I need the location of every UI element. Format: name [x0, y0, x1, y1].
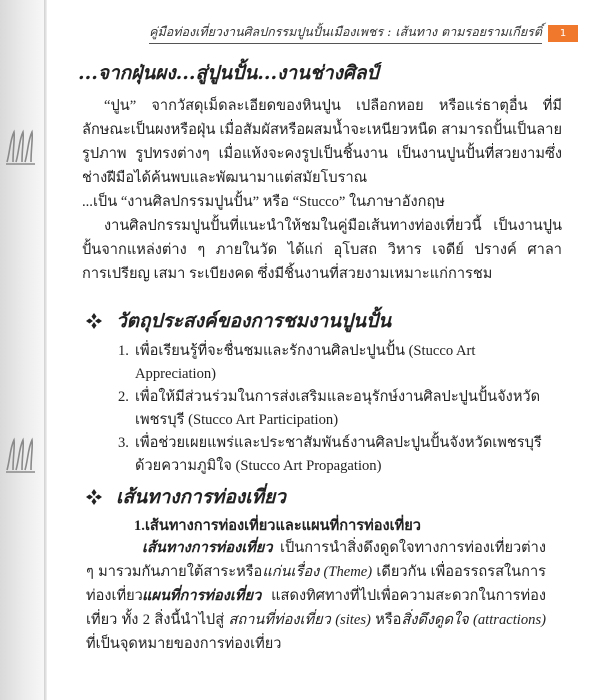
- scroll-ornament-icon: [4, 122, 38, 170]
- intro-section: [78, 58, 562, 286]
- term-map: แผนที่การท่องเที่ยว: [142, 588, 262, 604]
- intro-paragraph-3: งานศิลปกรรมปูนปั้นที่แนะนำให้ชมในคู่มือเส้นทางท่องเที่ยวนี้ เป็นงานปูนปั้นจากแหล่งต่าง ๆ ภายในวัด ได้แก่ อุโบสถ วิหาร เจดีย์ ปรางค์ ศาลาการเปรียญ เสมา ระเบียงคด ซึ่งมีชิ้นงานที่สวยงามเหมาะแก่การชม: [82, 218, 562, 282]
- intro-paragraph-2: ...เป็น “งานศิลปกรรมปูนปั้น” หรือ “Stucco” ในภาษาอังกฤษ: [82, 194, 445, 210]
- intro-title: ...จากฝุ่นผง...สู่ปูนปั้น...งานช่างศิลป์: [78, 62, 379, 84]
- routes-p2-text-c: ที่เป็นจุดหมายของการท่องเที่ยว: [86, 636, 282, 652]
- term-routes: เส้นทางการท่องเที่ยว: [142, 540, 273, 556]
- gutter-edge: [44, 0, 47, 700]
- routes-subheading: 1.เส้นทางการท่องเที่ยวและแผนที่การท่องเที่ยว: [134, 518, 421, 534]
- routes-heading: เส้นทางการท่องเที่ยว: [116, 486, 286, 508]
- list-item: [118, 432, 558, 478]
- routes-p1-text-a: เป็นการนำสิ่งดึงดูดใจทางการท่องเที่ยวต่าง ๆ มารวมกันภายใต้สาระหรือ: [86, 540, 546, 580]
- binding-gutter: [0, 0, 44, 700]
- routes-p2-text-b: หรือ: [370, 612, 402, 628]
- theme-term: แก่นเรื่อง (Theme): [262, 564, 373, 580]
- header-title: คู่มือท่องเที่ยวงานศิลปกรรมปูนปั้นเมืองเพชร : เส้นทาง ตามรอยรามเกียรติ์: [149, 22, 542, 44]
- list-item: [118, 340, 558, 386]
- list-item-text: เพื่อเรียนรู้ที่จะชื่นชมและรักงานศิลปะปูนปั้น (Stucco Art Appreciation): [135, 343, 476, 382]
- objectives-list: [118, 340, 558, 478]
- routes-paragraph-2: [86, 584, 546, 656]
- four-diamond-bullet-icon: [86, 313, 102, 329]
- attractions-term: สิ่งดึงดูดใจ (attractions): [401, 612, 546, 628]
- page-number-badge: 1: [548, 25, 578, 42]
- intro-paragraph-1: “ปูน” จากวัสดุเม็ดละเอียดของหินปูน เปลือกหอย หรือแร่ธาตุอื่น ที่มีลักษณะเป็นผงหรือฝุ่น เมื่อสัมผัสหรือผสมน้ำจะเหนียวหนืด สามารถปั้นเป็นลาย รูปภาพ รูปทรงต่างๆ เมื่อแห้งจะคงรูปเป็นชิ้นงาน เป็นงานปูนปั้นที่สวยงามซึ่งช่างฝีมือได้ค้นพบและพัฒนามาแต่สมัยโบราณ: [82, 98, 562, 186]
- objectives-heading-row: [86, 306, 391, 336]
- routes-heading-row: [86, 482, 286, 512]
- list-item: [118, 386, 558, 432]
- list-item-number: 1.: [118, 343, 129, 359]
- routes-p2-text-a: แสดงทิศทางที่ไปเพื่อความสะดวกในการท่องเที่ยว ทั้ง 2 สิ่งนี้นำไปสู่: [86, 588, 546, 628]
- sites-term: สถานที่ท่องเที่ยว (sites): [228, 612, 371, 628]
- list-item-text: เพื่อให้มีส่วนร่วมในการส่งเสริมและอนุรักษ์งานศิลปะปูนปั้นจังหวัดเพชรบุรี (Stucco Art Participation): [135, 389, 541, 428]
- routes-p1-text-b: เดียวกัน เพื่ออรรถรสในการท่องเที่ยว: [86, 564, 546, 604]
- list-item-text: เพื่อช่วยเผยแพร่และประชาสัมพันธ์งานศิลปะปูนปั้นจังหวัดเพชรบุรีด้วยความภูมิใจ (Stucco Art Propagation): [135, 435, 542, 474]
- scroll-ornament-icon: [4, 430, 38, 478]
- list-item-number: 3.: [118, 435, 129, 451]
- four-diamond-bullet-icon: [86, 489, 102, 505]
- objectives-heading: วัตถุประสงค์ของการชมงานปูนปั้น: [116, 310, 392, 332]
- page-header: [149, 24, 578, 42]
- list-item-number: 2.: [118, 389, 129, 405]
